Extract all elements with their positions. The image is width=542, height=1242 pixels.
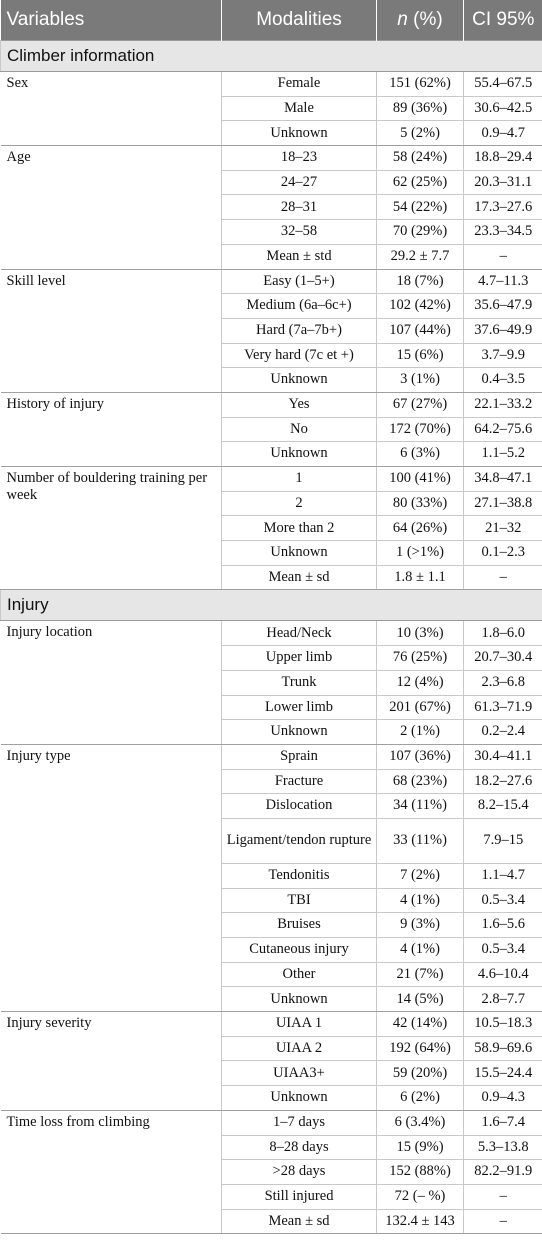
ci-cell: 5.3–13.8 <box>464 1135 542 1160</box>
ci-cell: 1.1–4.7 <box>464 863 542 888</box>
modality-cell: Mean ± sd <box>222 565 377 590</box>
n-percent-cell: 18 (7%) <box>377 269 464 294</box>
n-percent-cell: 89 (36%) <box>377 96 464 121</box>
n-percent-cell: 7 (2%) <box>377 863 464 888</box>
ci-cell: 27.1–38.8 <box>464 491 542 516</box>
section-title: Injury <box>1 590 542 621</box>
n-percent-cell: 62 (25%) <box>377 170 464 195</box>
modality-cell: UIAA 2 <box>222 1036 377 1061</box>
modality-cell: Other <box>222 962 377 987</box>
modality-cell: Unknown <box>222 987 377 1012</box>
n-percent-cell: 33 (11%) <box>377 818 464 863</box>
modality-cell: Easy (1–5+) <box>222 269 377 294</box>
modality-cell: Hard (7a–7b+) <box>222 318 377 343</box>
n-percent-cell: 4 (1%) <box>377 888 464 913</box>
modality-cell: Dislocation <box>222 794 377 819</box>
section-title: Climber information <box>1 41 542 72</box>
variable-label: Injury severity <box>1 1012 222 1111</box>
modality-cell: Trunk <box>222 670 377 695</box>
modality-cell: Sprain <box>222 744 377 769</box>
modality-cell: Bruises <box>222 913 377 938</box>
ci-cell: 35.6–47.9 <box>464 294 542 319</box>
modality-cell: >28 days <box>222 1160 377 1185</box>
n-percent-cell: 4 (1%) <box>377 938 464 963</box>
modality-cell: Yes <box>222 392 377 417</box>
ci-cell: 15.5–24.4 <box>464 1061 542 1086</box>
n-percent-cell: 6 (3%) <box>377 442 464 467</box>
ci-cell: – <box>464 244 542 269</box>
n-percent-cell: 1.8 ± 1.1 <box>377 565 464 590</box>
ci-cell: 0.9–4.3 <box>464 1086 542 1111</box>
modality-cell: Head/Neck <box>222 621 377 646</box>
modality-cell: Upper limb <box>222 646 377 671</box>
ci-cell: 18.2–27.6 <box>464 769 542 794</box>
modality-cell: Ligament/tendon rupture <box>222 818 377 863</box>
n-percent-cell: 59 (20%) <box>377 1061 464 1086</box>
n-percent-cell: 58 (24%) <box>377 146 464 171</box>
ci-cell: 4.6–10.4 <box>464 962 542 987</box>
table-row <box>1 269 542 294</box>
ci-cell: 0.9–4.7 <box>464 121 542 146</box>
ci-cell: 20.7–30.4 <box>464 646 542 671</box>
modality-cell: Mean ± sd <box>222 1209 377 1234</box>
n-percent-cell: 14 (5%) <box>377 987 464 1012</box>
ci-cell: 64.2–75.6 <box>464 417 542 442</box>
modality-cell: Unknown <box>222 121 377 146</box>
ci-cell: 21–32 <box>464 516 542 541</box>
modality-cell: Unknown <box>222 442 377 467</box>
n-percent-cell: 10 (3%) <box>377 621 464 646</box>
variable-label: Number of bouldering training per week <box>1 467 222 590</box>
modality-cell: No <box>222 417 377 442</box>
n-percent-cell: 76 (25%) <box>377 646 464 671</box>
header-modalities: Modalities <box>222 0 377 41</box>
header-variables: Variables <box>1 0 222 41</box>
modality-cell: Still injured <box>222 1184 377 1209</box>
ci-cell: 37.6–49.9 <box>464 318 542 343</box>
header-ci: CI 95% <box>464 0 542 41</box>
modality-cell: 18–23 <box>222 146 377 171</box>
modality-cell: Cutaneous injury <box>222 938 377 963</box>
section-row <box>1 590 542 621</box>
modality-cell: 28–31 <box>222 195 377 220</box>
n-percent-cell: 132.4 ± 143 <box>377 1209 464 1234</box>
modality-cell: 1 <box>222 467 377 492</box>
table-header <box>1 0 542 41</box>
modality-cell: Tendonitis <box>222 863 377 888</box>
ci-cell: 8.2–15.4 <box>464 794 542 819</box>
n-percent-cell: 72 (– %) <box>377 1184 464 1209</box>
ci-cell: 58.9–69.6 <box>464 1036 542 1061</box>
ci-cell: – <box>464 1209 542 1234</box>
n-percent-cell: 70 (29%) <box>377 220 464 245</box>
modality-cell: UIAA 1 <box>222 1012 377 1037</box>
modality-cell: Fracture <box>222 769 377 794</box>
n-percent-cell: 54 (22%) <box>377 195 464 220</box>
ci-cell: 55.4–67.5 <box>464 72 542 97</box>
n-percent-cell: 102 (42%) <box>377 294 464 319</box>
table-row <box>1 72 542 97</box>
ci-cell: 34.8–47.1 <box>464 467 542 492</box>
ci-cell: 0.2–2.4 <box>464 720 542 745</box>
n-percent-cell: 151 (62%) <box>377 72 464 97</box>
variable-label: Age <box>1 146 222 269</box>
header-n-symbol: n <box>397 9 408 30</box>
ci-cell: – <box>464 1184 542 1209</box>
n-percent-cell: 152 (88%) <box>377 1160 464 1185</box>
n-percent-cell: 2 (1%) <box>377 720 464 745</box>
ci-cell: 82.2–91.9 <box>464 1160 542 1185</box>
section-row <box>1 41 542 72</box>
n-percent-cell: 3 (1%) <box>377 368 464 393</box>
modality-cell: UIAA3+ <box>222 1061 377 1086</box>
n-percent-cell: 107 (44%) <box>377 318 464 343</box>
table-row <box>1 621 542 646</box>
variable-label: History of injury <box>1 392 222 466</box>
table-row <box>1 392 542 417</box>
modality-cell: 32–58 <box>222 220 377 245</box>
ci-cell: 4.7–11.3 <box>464 269 542 294</box>
ci-cell: 7.9–15 <box>464 818 542 863</box>
variable-label: Injury location <box>1 621 222 744</box>
ci-cell: 22.1–33.2 <box>464 392 542 417</box>
ci-cell: 20.3–31.1 <box>464 170 542 195</box>
variable-label: Sex <box>1 72 222 146</box>
n-percent-cell: 12 (4%) <box>377 670 464 695</box>
modality-cell: Very hard (7c et +) <box>222 343 377 368</box>
n-percent-cell: 29.2 ± 7.7 <box>377 244 464 269</box>
ci-cell: 17.3–27.6 <box>464 195 542 220</box>
n-percent-cell: 15 (6%) <box>377 343 464 368</box>
n-percent-cell: 201 (67%) <box>377 695 464 720</box>
modality-cell: Unknown <box>222 720 377 745</box>
n-percent-cell: 42 (14%) <box>377 1012 464 1037</box>
table-row <box>1 744 542 769</box>
n-percent-cell: 21 (7%) <box>377 962 464 987</box>
n-percent-cell: 34 (11%) <box>377 794 464 819</box>
ci-cell: 0.4–3.5 <box>464 368 542 393</box>
n-percent-cell: 172 (70%) <box>377 417 464 442</box>
ci-cell: 3.7–9.9 <box>464 343 542 368</box>
modality-cell: 8–28 days <box>222 1135 377 1160</box>
n-percent-cell: 6 (2%) <box>377 1086 464 1111</box>
modality-cell: Lower limb <box>222 695 377 720</box>
modality-cell: TBI <box>222 888 377 913</box>
ci-cell: 2.3–6.8 <box>464 670 542 695</box>
n-percent-cell: 64 (26%) <box>377 516 464 541</box>
n-percent-cell: 80 (33%) <box>377 491 464 516</box>
ci-cell: 1.8–6.0 <box>464 621 542 646</box>
ci-cell: 10.5–18.3 <box>464 1012 542 1037</box>
ci-cell: 30.4–41.1 <box>464 744 542 769</box>
modality-cell: Female <box>222 72 377 97</box>
n-percent-cell: 100 (41%) <box>377 467 464 492</box>
modality-cell: More than 2 <box>222 516 377 541</box>
n-percent-cell: 5 (2%) <box>377 121 464 146</box>
n-percent-cell: 1 (>1%) <box>377 541 464 566</box>
ci-cell: 1.1–5.2 <box>464 442 542 467</box>
modality-cell: Unknown <box>222 541 377 566</box>
table-row <box>1 467 542 492</box>
ci-cell: 1.6–7.4 <box>464 1110 542 1135</box>
modality-cell: 24–27 <box>222 170 377 195</box>
modality-cell: 1–7 days <box>222 1110 377 1135</box>
n-percent-cell: 68 (23%) <box>377 769 464 794</box>
ci-cell: 0.5–3.4 <box>464 938 542 963</box>
ci-cell: 18.8–29.4 <box>464 146 542 171</box>
table-row <box>1 1110 542 1135</box>
ci-cell: – <box>464 565 542 590</box>
ci-cell: 61.3–71.9 <box>464 695 542 720</box>
modality-cell: Male <box>222 96 377 121</box>
ci-cell: 2.8–7.7 <box>464 987 542 1012</box>
variable-label: Injury type <box>1 744 222 1011</box>
header-n-percent <box>377 0 464 41</box>
modality-cell: Unknown <box>222 368 377 393</box>
modality-cell: Mean ± std <box>222 244 377 269</box>
table-row <box>1 146 542 171</box>
modality-cell: 2 <box>222 491 377 516</box>
modality-cell: Unknown <box>222 1086 377 1111</box>
n-percent-cell: 192 (64%) <box>377 1036 464 1061</box>
header-percent: (%) <box>407 9 443 30</box>
n-percent-cell: 67 (27%) <box>377 392 464 417</box>
n-percent-cell: 107 (36%) <box>377 744 464 769</box>
n-percent-cell: 15 (9%) <box>377 1135 464 1160</box>
table-body <box>1 41 542 1234</box>
ci-cell: 30.6–42.5 <box>464 96 542 121</box>
ci-cell: 0.5–3.4 <box>464 888 542 913</box>
ci-cell: 1.6–5.6 <box>464 913 542 938</box>
modality-cell: Medium (6a–6c+) <box>222 294 377 319</box>
table-row <box>1 1012 542 1037</box>
n-percent-cell: 9 (3%) <box>377 913 464 938</box>
variable-label: Time loss from climbing <box>1 1110 222 1233</box>
variable-label: Skill level <box>1 269 222 392</box>
n-percent-cell: 6 (3.4%) <box>377 1110 464 1135</box>
ci-cell: 23.3–34.5 <box>464 220 542 245</box>
ci-cell: 0.1–2.3 <box>464 541 542 566</box>
